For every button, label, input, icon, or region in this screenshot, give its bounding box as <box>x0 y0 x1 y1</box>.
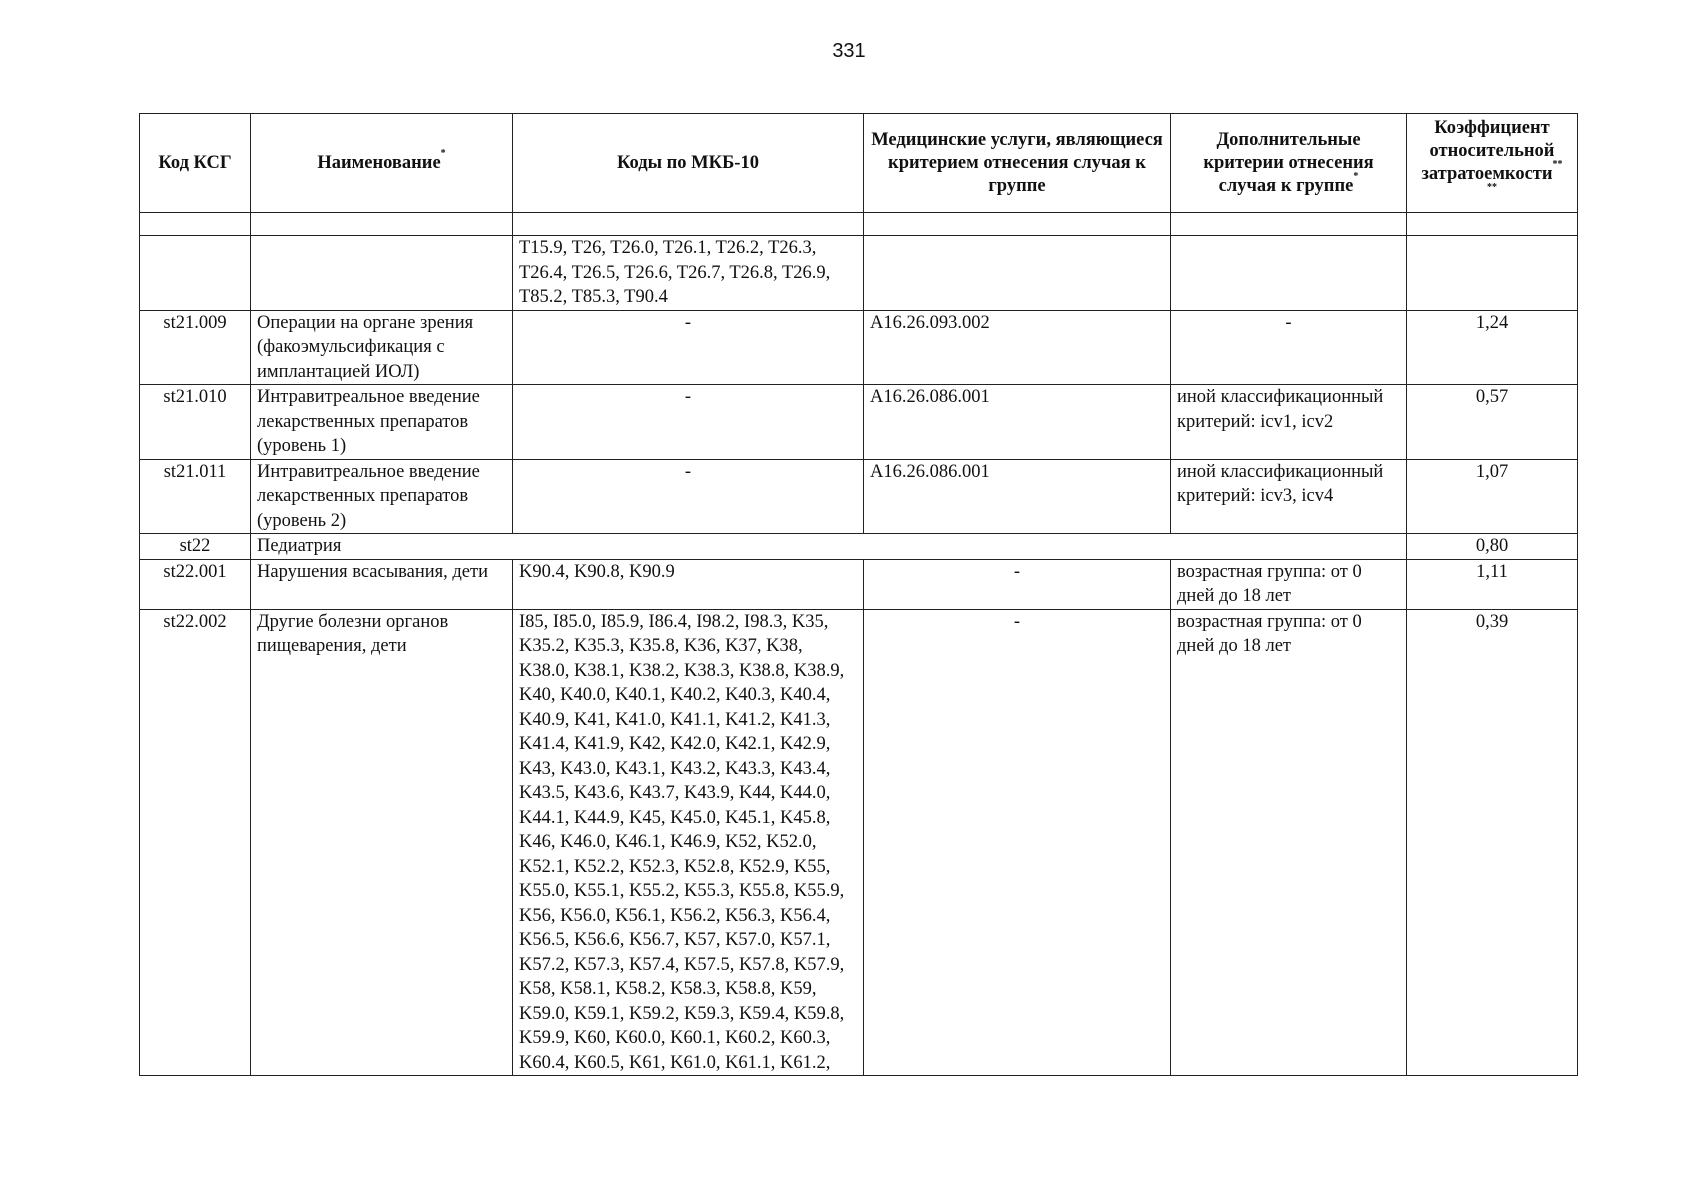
coefficient: 1,11 <box>1407 559 1578 609</box>
table-row <box>140 459 1578 534</box>
services: A16.26.086.001 <box>864 459 1171 534</box>
table-row <box>140 559 1578 609</box>
extra-criteria: иной классификационный критерий: icv3, icv4 <box>1171 459 1407 534</box>
services: - <box>864 559 1171 609</box>
ksg-code: st21.010 <box>140 385 251 460</box>
services <box>864 236 1171 311</box>
ksg-table <box>139 113 1578 1076</box>
footnote-mark: ** <box>1552 159 1563 170</box>
footnote-mark: ** <box>1487 182 1497 193</box>
extra-criteria: возрастная группа: от 0 дней до 18 лет <box>1171 609 1407 1076</box>
header-ksg-code: Код КСГ <box>140 114 251 213</box>
header-row <box>140 114 1578 213</box>
table-row <box>140 609 1578 1076</box>
services: A16.26.093.002 <box>864 310 1171 385</box>
section-code: st22 <box>140 534 251 560</box>
ksg-name: Интравитреальное введение лекарственных препаратов (уровень 2) <box>251 459 513 534</box>
ksg-code: st22.001 <box>140 559 251 609</box>
coefficient: 1,24 <box>1407 310 1578 385</box>
icd-codes: K90.4, K90.8, K90.9 <box>513 559 864 609</box>
icd-codes: - <box>513 310 864 385</box>
page-number: 331 <box>832 40 866 62</box>
ksg-name: Другие болезни органов пищеварения, дети <box>251 609 513 1076</box>
section-name: Педиатрия <box>251 534 1407 560</box>
header-coefficient: Коэффициент относительной затратоемкости** ** <box>1407 114 1578 213</box>
header-services: Медицинские услуги, являющиеся критерием отнесения случая к группе <box>864 114 1171 213</box>
header-extra-criteria: Дополнительные критерии отнесения случая к группе* <box>1171 114 1407 213</box>
services: - <box>864 609 1171 1076</box>
icd-codes: - <box>513 459 864 534</box>
section-row <box>140 534 1578 560</box>
coefficient: 0,39 <box>1407 609 1578 1076</box>
section-coefficient: 0,80 <box>1407 534 1578 560</box>
ksg-name: Интравитреальное введение лекарственных препаратов (уровень 1) <box>251 385 513 460</box>
icd-codes: T15.9, T26, T26.0, T26.1, T26.2, T26.3, T26.4, T26.5, T26.6, T26.7, T26.8, T26.9, T85.2, T85.3, T90.4 <box>513 236 864 311</box>
extra-criteria: иной классификационный критерий: icv1, icv2 <box>1171 385 1407 460</box>
footnote-mark: * <box>1353 170 1359 182</box>
coefficient: 1,07 <box>1407 459 1578 534</box>
ksg-code: st21.009 <box>140 310 251 385</box>
ksg-code: st22.002 <box>140 609 251 1076</box>
extra-criteria: - <box>1171 310 1407 385</box>
ksg-name: Нарушения всасывания, дети <box>251 559 513 609</box>
header-name: Наименование* <box>251 114 513 213</box>
extra-criteria <box>1171 236 1407 311</box>
ksg-code: st21.011 <box>140 459 251 534</box>
table-row <box>140 385 1578 460</box>
icd-codes: - <box>513 385 864 460</box>
empty-row <box>140 213 1578 236</box>
services: A16.26.086.001 <box>864 385 1171 460</box>
ksg-code <box>140 236 251 311</box>
footnote-mark: * <box>440 147 446 159</box>
ksg-name: Операции на органе зрения (факоэмульсификация с имплантацией ИОЛ) <box>251 310 513 385</box>
coefficient: 0,57 <box>1407 385 1578 460</box>
ksg-name <box>251 236 513 311</box>
header-icd-codes: Коды по МКБ-10 <box>513 114 864 213</box>
table-row <box>140 236 1578 311</box>
icd-codes: I85, I85.0, I85.9, I86.4, I98.2, I98.3, K35, K35.2, K35.3, K35.8, K36, K37, K38, K38.0, K38.1, K38.2, K38.3, K38.8, K38.9, K40, K40.0, K40.1, K40.2, K40.3, K40.4, K40.9, K41, K41.0, K41.1, K41.2, K41.3, K41.4, K41.9, K42, K42.0, K42.1, K42.9, K43, K43.0, K43.1, K43.2, K43.3, K43.4, K43.5, K43.6, K43.7, K43.9, K44, K44.0, K44.1, K44.9, K45, K45.0, K45.1, K45.8, K46, K46.0, K46.1, K46.9, K52, K52.0, K52.1, K52.2, K52.3, K52.8, K52.9, K55, K55.0, K55.1, K55.2, K55.3, K55.8, K55.9, K56, K56.0, K56.1, K56.2, K56.3, K56.4, K56.5, K56.6, K56.7, K57, K57.0, K57.1, K57.2, K57.3, K57.4, K57.5, K57.8, K57.9, K58, K58.1, K58.2, K58.3, K58.8, K59, K59.0, K59.1, K59.2, K59.3, K59.4, K59.8, K59.9, K60, K60.0, K60.1, K60.2, K60.3, K60.4, K60.5, K61, K61.0, K61.1, K61.2, <box>513 609 864 1076</box>
coefficient <box>1407 236 1578 311</box>
table-row <box>140 310 1578 385</box>
extra-criteria: возрастная группа: от 0 дней до 18 лет <box>1171 559 1407 609</box>
